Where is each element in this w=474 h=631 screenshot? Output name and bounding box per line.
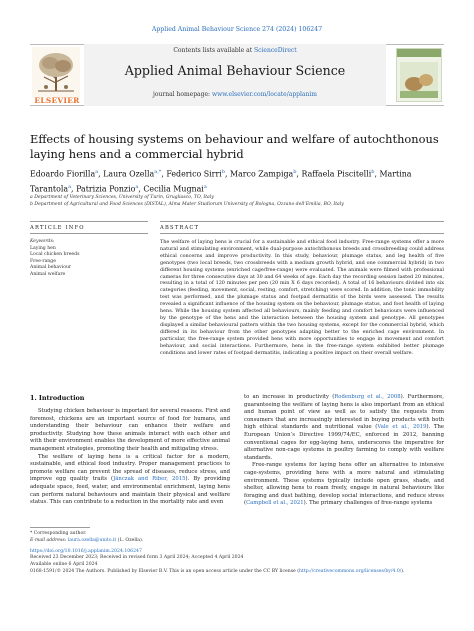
- article-info-heading: ARTICLE INFO: [30, 225, 85, 231]
- text-run: to an increase in productivity (: [244, 394, 335, 400]
- homepage-line: [84, 91, 386, 98]
- keyword: Laying hen: [30, 245, 56, 251]
- cover-animal-image: [400, 62, 438, 98]
- author-affiliation-marker[interactable]: a: [203, 184, 207, 191]
- author-separator: ,: [98, 169, 104, 179]
- author-name[interactable]: Raffaela Piscitelli: [301, 169, 372, 179]
- author-separator: ,: [374, 169, 380, 179]
- corresponding-author-note: * Corresponding author.: [30, 531, 87, 536]
- license-line: [30, 569, 444, 576]
- author-separator: ,: [71, 184, 77, 194]
- license-link[interactable]: http://creativecommons.org/licenses/by/4.0/: [299, 568, 402, 574]
- author-name[interactable]: Patrizia Ponzio: [76, 184, 136, 194]
- journal-citation-link[interactable]: Applied Animal Behaviour Science 274 (2024) 106247: [151, 26, 323, 33]
- author-name[interactable]: Martina Tarantola: [30, 169, 412, 194]
- license-text: 0168-1591/© 2024 The Authors. Published by Elsevier B.V. This is an open access article under the CC BY license (: [30, 568, 300, 574]
- author-list: [30, 166, 444, 196]
- paragraph: Studying chicken behaviour is important for several reasons. First and foremost, chickens are an important source of food for humans, and understanding their behaviour can enhance their welfare and productivity. Studying how these animals interact with each other and with their environment enables the development of more effective animal management strategies, promoting their health and mitigating stress.: [30, 408, 230, 452]
- keywords-block: [30, 239, 140, 279]
- author-affiliation-marker[interactable]: b: [293, 169, 297, 175]
- sciencedirect-link[interactable]: ScienceDirect: [254, 47, 297, 54]
- author-separator: ,: [296, 169, 302, 179]
- keyword: Animal welfare: [30, 271, 66, 277]
- paragraph: [244, 394, 444, 462]
- text-run: Free-range systems for laying hens offer an alternative to intensive cage-systems, providing hens with a more natural and stimulating environment. These systems typically include open grass, shade, and shelter, allowing hens to roam freely, engage in natural behaviours like foraging and dust bathing, develop social interactions, and reduce stress (: [244, 462, 444, 507]
- author-affiliation-marker[interactable]: a: [68, 184, 72, 191]
- text-run: ). The European Union’s Directive 1999/74/EC, enforced in 2012, banning conventional cages for egg-laying hens, underscores the imperative for alternative non-cage systems in poultry farming to comply with welfare standards.: [244, 424, 445, 461]
- abstract-text: The welfare of laying hens is crucial for a sustainable and ethical food industry. Free-range systems offer a more natural and stimulating environment, while dual-purpose autochthonous breeds and crossbreeding could address ethical concerns and improve productivity. In this study, behaviour, plumage status, and leg health of five genotypes (two local breeds, two crossbreeds with a medium growth hybrid, and one commercial hybrid) in two different housing systems (enriched cage/free-range) were evaluated. The animals were filmed with professional cameras for three consecutive days at 30 and 64 weeks of age. Each day the recording session lasted 20 minutes, resulting in a total of 120 minutes per pen (20 min X 6 days recorded). A total of 16 behaviours divided into six categories (feeding, movement, social, resting, comfort, stretching) were scored. In addition, the tonic immobility test was performed, and the plumage status and footpad dermatitis of the birds were assessed. The results revealed a significant influence of the housing system on the behaviour, plumage status, and foot health of laying hens. While the housing system affected all behaviours, mainly feeding and comfort behaviours were influenced by the genotype of the hens and the interaction between the housing system and genotype. All genotypes displayed a similar behavioural pattern within the two housing systems, except for the commercial hybrid, which differed in its behaviour from the other genotypes adapting better to the enriched cage environment. In particular, the free-range system provided hens with more opportunities to engage in movement and comfort behaviour, and social interactions. Furthermore, hens in the free-range system exhibited better plumage conditions and lower rates of footpad dermatitis, indicating a positive impact on their overall welfare.: [160, 239, 444, 356]
- email-line: [30, 538, 444, 545]
- elsevier-tree-logo: [32, 47, 80, 97]
- elsevier-wordmark: ELSEVIER: [34, 96, 80, 105]
- author-separator: ,: [138, 184, 144, 194]
- section-heading: 1. Introduction: [30, 394, 85, 402]
- footnote-divider: [30, 527, 90, 528]
- text-run: ). Furthermore, guaranteeing the welfare of laying hens is also important from an ethical and human point of view as well as to satisfy the requests from consumers that are increasingly interested in buying products with both high ethical standards and nutritional value (: [244, 394, 444, 431]
- journal-homepage-link[interactable]: www.elsevier.com/locate/applanim: [211, 91, 317, 98]
- contents-prefix: Contents lists available at: [173, 47, 255, 54]
- author-separator: ,: [224, 169, 230, 179]
- affiliation-a: a Department of Veterinary Sciences, University of Turin, Grugliasco, TO, Italy: [30, 195, 214, 200]
- paragraph: [244, 462, 444, 508]
- author-affiliation-marker[interactable]: b: [221, 169, 225, 175]
- affiliations: [30, 194, 444, 208]
- right-column: [244, 394, 444, 508]
- homepage-prefix: journal homepage:: [153, 91, 212, 98]
- author-affiliation-marker[interactable]: b: [371, 169, 375, 175]
- author-affiliation-marker[interactable]: a: [95, 169, 99, 175]
- author-name[interactable]: Cecilia Mugnai: [143, 184, 204, 194]
- author-affiliation-marker[interactable]: a,*: [154, 169, 162, 175]
- author-affiliation-marker[interactable]: a: [135, 184, 139, 191]
- citation-link[interactable]: Vale et al., 2019: [377, 424, 427, 431]
- keyword: Animal behaviour: [30, 265, 72, 271]
- keyword: Local chicken breeds: [30, 252, 80, 258]
- article-title: Effects of housing systems on behaviour and welfare of autochthonous laying hens and a commercial hybrid: [30, 132, 439, 161]
- paragraph: [30, 454, 230, 507]
- online-date: Available online 6 April 2024: [30, 562, 98, 568]
- email-label: E-mail address:: [30, 537, 67, 543]
- email-suffix: (L. Ozella).: [116, 537, 144, 543]
- contents-line: [84, 47, 386, 54]
- cover-band: [397, 49, 441, 57]
- author-email-link[interactable]: laura.ozella@unito.it: [67, 537, 117, 543]
- citation-link[interactable]: Rodenburg et al., 2008: [334, 394, 401, 400]
- left-column: [30, 408, 230, 507]
- divider: [30, 221, 148, 222]
- affiliation-b: b Department of Agricultural and Food Sciences (DISTAL), Alma Mater Studiorum University of Bologna, Ozzano dell’Emilia, BO, Italy: [30, 202, 344, 207]
- divider: [160, 233, 444, 234]
- author-name[interactable]: Federico Sirri: [166, 169, 222, 179]
- text-run: ). The primary challenges of free-range systems: [303, 500, 433, 507]
- received-dates: Received 23 December 2023; Received in revised form 3 April 2024; Accepted 4 April 2024: [30, 555, 244, 561]
- journal-name: Applied Animal Behaviour Science: [124, 63, 346, 78]
- citation-link[interactable]: Campbell et al., 2021: [246, 500, 304, 507]
- citation-link[interactable]: Jänczak and Riber, 2015: [113, 476, 186, 483]
- divider: [30, 233, 148, 234]
- divider: [160, 221, 444, 222]
- text-run: ). By providing adequate space, feed, water, and environmental enrichment, laying hens can perform natural behaviours and maintain their physical and welfare status. This can contribute to a reduction in the mortality rate and even: [30, 476, 230, 506]
- text-run: The welfare of laying hens is a critical factor for a modern, sustainable, and ethical food industry. Proper management practices to promote welfare can prevent the spread of diseases, reduce stress, and improve egg quality traits (: [30, 453, 230, 483]
- author-name[interactable]: Marco Zampiga: [229, 169, 294, 179]
- license-text-end: ).: [401, 568, 405, 574]
- keyword: Free-range: [30, 258, 56, 264]
- author-name[interactable]: Laura Ozella: [103, 169, 155, 179]
- abstract-heading: ABSTRACT: [160, 225, 200, 231]
- doi-link[interactable]: https://doi.org/10.1016/j.applanim.2024.106247: [30, 548, 142, 554]
- author-name[interactable]: Edoardo Fiorilla: [30, 169, 96, 179]
- keywords-label: Keywords:: [30, 239, 55, 244]
- author-separator: ,: [161, 169, 167, 179]
- footnotes: [30, 531, 444, 576]
